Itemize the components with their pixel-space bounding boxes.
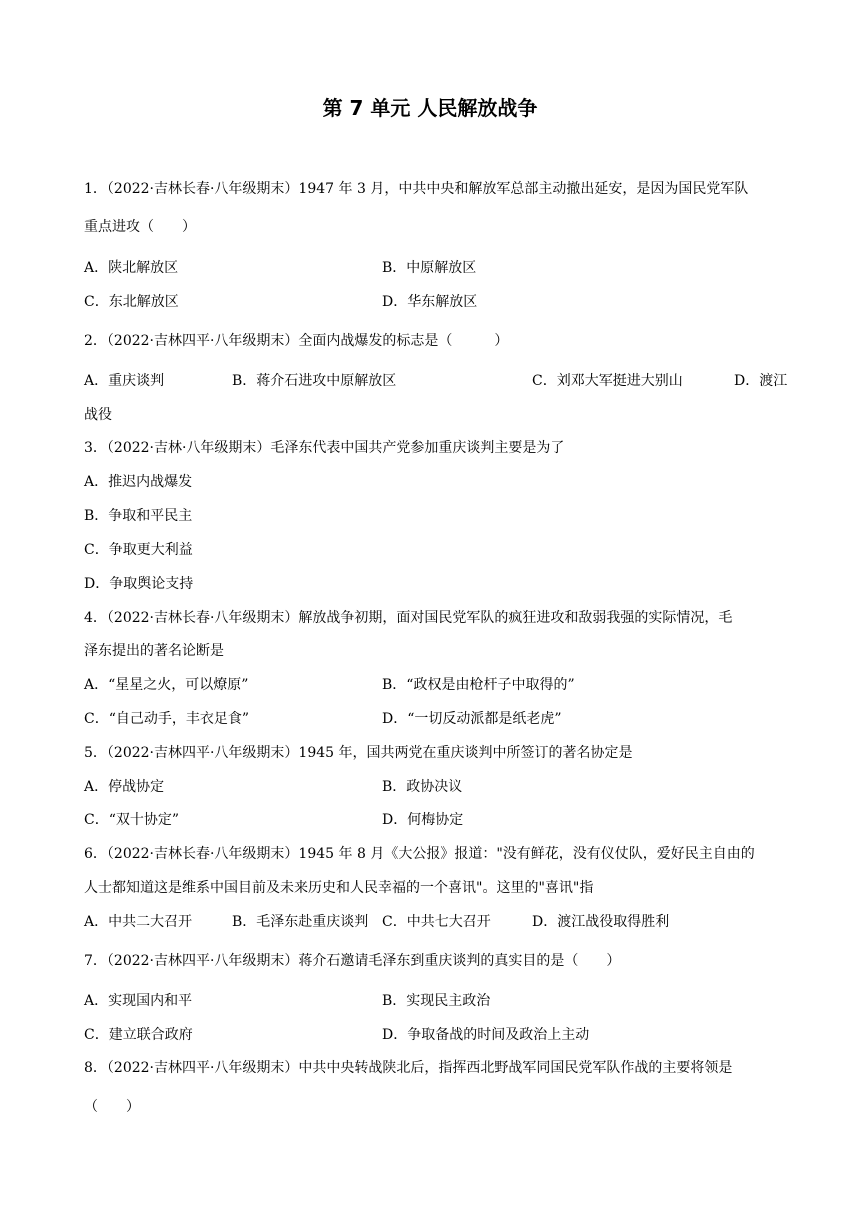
question-6-option-c: C．中共七大召开 <box>382 914 491 930</box>
question-5-option-b: B．政协决议 <box>382 779 463 795</box>
question-4-option-b: B．“政权是由枪杆子中取得的” <box>382 677 575 693</box>
question-3-option-d: D．争取舆论支持 <box>84 576 194 592</box>
question-3-option-a: A．推迟内战爆发 <box>84 474 193 490</box>
question-2-option-b: B．蒋介石进攻中原解放区 <box>232 373 397 389</box>
question-3-option-c: C．争取更大利益 <box>84 542 193 558</box>
question-2-option-d-continued: 战役 <box>84 407 112 423</box>
question-7-option-c: C．建立联合政府 <box>84 1027 193 1043</box>
question-7-option-d: D．争取备战的时间及政治上主动 <box>382 1027 590 1043</box>
question-5-stem: 5．（2022·吉林四平·八年级期末）1945 年，国共两党在重庆谈判中所签订的著名协定是 <box>84 745 633 761</box>
question-5-option-a: A．停战协定 <box>84 779 165 795</box>
question-6-option-d: D．渡江战役取得胜利 <box>532 914 670 930</box>
question-4-stem-line-1: 4．（2022·吉林长春·八年级期末）解放战争初期，面对国民党军队的疯狂进攻和敌弱我强的实际情况，毛 <box>84 610 733 626</box>
question-7-option-b: B．实现民主政治 <box>382 993 491 1009</box>
question-4-option-c: C．“自己动手，丰衣足食” <box>84 711 250 727</box>
question-1-option-b: B．中原解放区 <box>382 260 477 276</box>
question-8-stem-line-2: （ ） <box>84 1099 140 1115</box>
page-title: 第 7 单元 人民解放战争 <box>322 96 538 120</box>
question-1-stem-line-2: 重点进攻（ ） <box>84 219 196 235</box>
question-4-option-a: A．“星星之火，可以燎原” <box>84 677 249 693</box>
question-4-stem-line-2: 泽东提出的著名论断是 <box>84 643 224 659</box>
question-1-stem-line-1: 1．（2022·吉林长春·八年级期末）1947 年 3 月，中共中央和解放军总部主动撤出延安，是因为国民党军队 <box>84 181 749 197</box>
question-2-option-d: D．渡江 <box>734 373 788 389</box>
question-3-option-b: B．争取和平民主 <box>84 508 193 524</box>
question-1-option-d: D．华东解放区 <box>382 294 478 310</box>
question-6-option-a: A．中共二大召开 <box>84 914 193 930</box>
question-1-option-c: C．东北解放区 <box>84 294 179 310</box>
question-1-option-a: A．陕北解放区 <box>84 260 179 276</box>
question-4-option-d: D．“一切反动派都是纸老虎” <box>382 711 562 727</box>
question-2-stem: 2．（2022·吉林四平·八年级期末）全面内战爆发的标志是（ ） <box>84 333 509 349</box>
question-6-option-b: B．毛泽东赴重庆谈判 <box>232 914 369 930</box>
question-6-stem-line-2: 人士都知道这是维系中国目前及未来历史和人民幸福的一个喜讯"。这里的"喜讯"指 <box>84 880 594 896</box>
question-2-option-c: C．刘邓大军挺进大别山 <box>532 373 683 389</box>
question-7-option-a: A．实现国内和平 <box>84 993 193 1009</box>
question-2-option-a: A．重庆谈判 <box>84 373 165 389</box>
question-5-option-c: C．“双十协定” <box>84 812 180 828</box>
question-8-stem-line-1: 8．（2022·吉林四平·八年级期末）中共中央转战陕北后，指挥西北野战军同国民党军队作战的主要将领是 <box>84 1060 733 1076</box>
question-7-stem: 7．（2022·吉林四平·八年级期末）蒋介石邀请毛泽东到重庆谈判的真实目的是（ ） <box>84 953 621 969</box>
question-6-stem-line-1: 6．（2022·吉林长春·八年级期末）1945 年 8 月《大公报》报道："没有鲜花，没有仪仗队，爱好民主自由的 <box>84 846 755 862</box>
question-5-option-d: D．何梅协定 <box>382 812 464 828</box>
question-3-stem: 3．（2022·吉林·八年级期末）毛泽东代表中国共产党参加重庆谈判主要是为了 <box>84 440 565 456</box>
